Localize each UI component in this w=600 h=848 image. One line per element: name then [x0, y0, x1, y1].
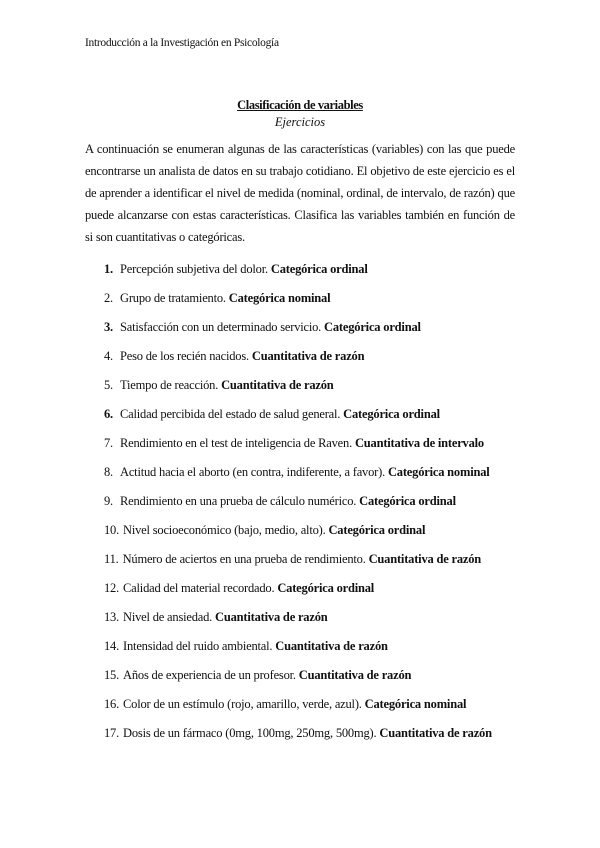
item-text: Calidad del material recordado. [123, 581, 275, 595]
item-number: 13. [104, 610, 120, 624]
list-item [104, 463, 524, 492]
list-item [104, 376, 524, 405]
list-item [104, 550, 524, 579]
item-text: Nivel de ansiedad. [123, 610, 213, 624]
list-item [104, 434, 524, 463]
item-number: 4. [104, 349, 113, 363]
item-text: Actitud hacia el aborto (en contra, indiferente, a favor). [120, 465, 386, 479]
item-number: 2. [104, 291, 113, 305]
item-answer: Categórica nominal [228, 291, 331, 305]
item-number: 7. [104, 436, 113, 450]
item-text: Dosis de un fármaco (0mg, 100mg, 250mg, 500mg). [123, 726, 377, 740]
item-number: 5. [104, 378, 113, 392]
item-text: Calidad percibida del estado de salud general. [120, 407, 341, 421]
list-item [104, 289, 524, 318]
exercise-list [104, 260, 524, 753]
item-text: Peso de los recién nacidos. [120, 349, 249, 363]
intro-paragraph: A continuación se enumeran algunas de las características (variables) con las que puede encontrarse un analista de datos en su trabajo cotidiano. El objetivo de este ejercicio es el de aprender a identificar el nivel de medida (nominal, ordinal, de intervalo, de razón) que puede alcanzarse con estas características. Clasifica las variables también en función de si son cuantitativas o categóricas. [85, 142, 515, 244]
item-answer: Categórica nominal [387, 465, 490, 479]
item-number: 6. [104, 407, 113, 421]
item-answer: Cuantitativa de razón [221, 378, 334, 392]
item-answer: Categórica nominal [364, 697, 467, 711]
item-text: Número de aciertos en una prueba de rendimiento. [122, 552, 366, 566]
list-item [104, 318, 524, 347]
item-text: Años de experiencia de un profesor. [123, 668, 296, 682]
list-item [104, 579, 524, 608]
item-number: 12. [104, 581, 120, 595]
list-item [104, 666, 524, 695]
item-number: 1. [104, 262, 113, 276]
list-item [104, 695, 524, 724]
item-answer: Cuantitativa de razón [251, 349, 365, 363]
list-item [104, 724, 524, 753]
item-text: Intensidad del ruido ambiental. [123, 639, 273, 653]
item-answer: Cuantitativa de razón [275, 639, 388, 653]
item-number: 9. [104, 494, 113, 508]
item-text: Color de un estímulo (rojo, amarillo, verde, azul). [123, 697, 362, 711]
item-text: Tiempo de reacción. [120, 378, 219, 392]
item-text: Satisfacción con un determinado servicio. [120, 320, 322, 334]
document-subtitle: Ejercicios [274, 115, 326, 129]
item-answer: Cuantitativa de razón [379, 726, 492, 740]
list-item [104, 405, 524, 434]
list-item [104, 347, 524, 376]
item-number: 15. [104, 668, 120, 682]
item-text: Rendimiento en una prueba de cálculo numérico. [120, 494, 357, 508]
document-title: Clasificación de variables [237, 98, 363, 112]
item-number: 17. [104, 726, 120, 740]
item-answer: Cuantitativa de razón [215, 610, 328, 624]
item-answer: Categórica ordinal [359, 494, 456, 508]
item-number: 16. [104, 697, 120, 711]
item-number: 3. [104, 320, 113, 334]
item-text: Percepción subjetiva del dolor. [120, 262, 268, 276]
item-number: 11. [104, 552, 119, 566]
list-item [104, 637, 524, 666]
item-number: 8. [104, 465, 113, 479]
list-item [104, 260, 524, 289]
item-number: 14. [104, 639, 120, 653]
item-answer: Categórica ordinal [277, 581, 375, 595]
item-answer: Categórica ordinal [343, 407, 440, 421]
list-item [104, 521, 524, 550]
item-answer: Categórica ordinal [270, 262, 368, 276]
item-text: Grupo de tratamiento. [120, 291, 226, 305]
item-answer: Categórica ordinal [328, 523, 426, 537]
item-text: Rendimiento en el test de inteligencia de Raven. [120, 436, 352, 450]
list-item [104, 608, 524, 637]
item-answer: Cuantitativa de intervalo [354, 436, 484, 450]
item-answer: Cuantitativa de razón [298, 668, 412, 682]
item-number: 10. [104, 523, 120, 537]
page-header: Introducción a la Investigación en Psicología [85, 37, 279, 49]
item-answer: Cuantitativa de razón [368, 552, 482, 566]
list-item [104, 492, 524, 521]
item-answer: Categórica ordinal [324, 320, 421, 334]
item-text: Nivel socioeconómico (bajo, medio, alto). [123, 523, 326, 537]
